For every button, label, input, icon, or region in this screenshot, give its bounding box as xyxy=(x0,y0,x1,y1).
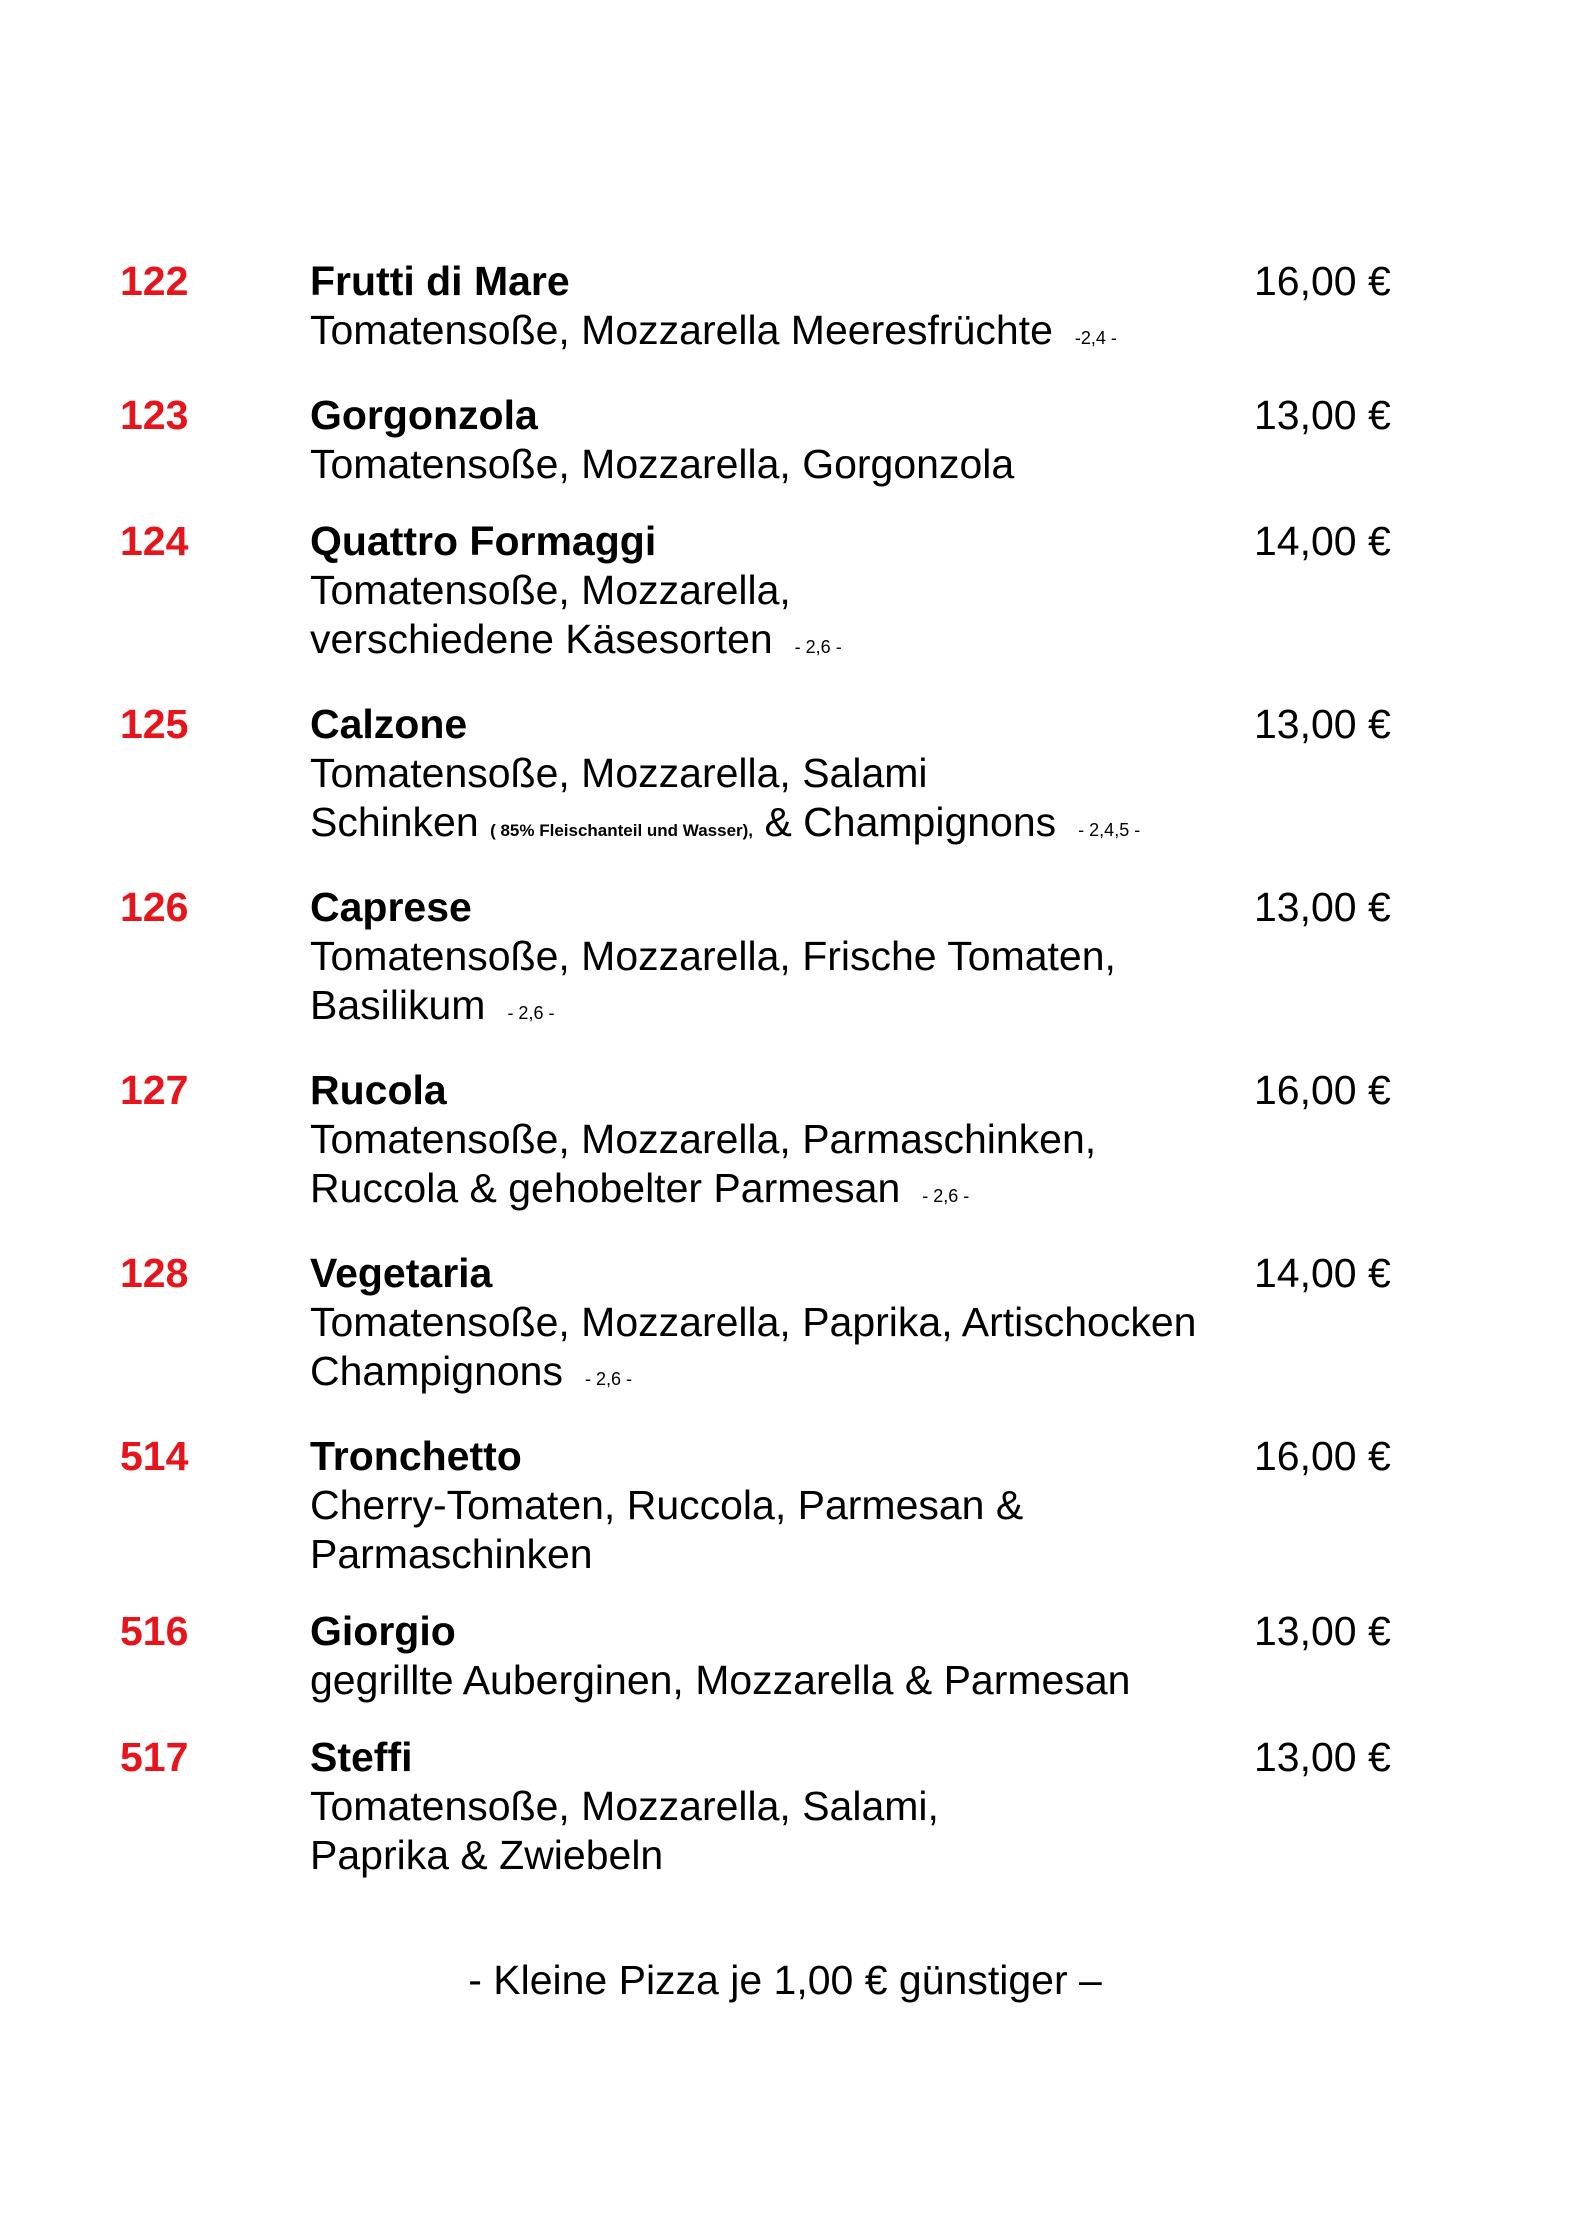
item-price: 16,00 € xyxy=(1254,1067,1391,1113)
item-description-text: Tomatensoße, Mozzarella, Parmaschinken, xyxy=(310,1116,1097,1162)
item-description-text: gegrillte Auberginen, Mozzarella & Parmesan xyxy=(310,1657,1131,1703)
item-name: Frutti di Mare xyxy=(310,258,570,304)
item-price: 14,00 € xyxy=(1254,1250,1391,1296)
item-description-line xyxy=(310,1164,1210,1221)
item-description-line xyxy=(310,1115,1210,1164)
item-price: 13,00 € xyxy=(1254,701,1391,747)
item-number: 122 xyxy=(120,258,189,304)
item-name: Calzone xyxy=(310,701,468,747)
item-description-text: Tomatensoße, Mozzarella, Gorgonzola xyxy=(310,441,1015,487)
item-description-line xyxy=(310,306,1210,363)
item-price: 13,00 € xyxy=(1254,1608,1391,1654)
item-price: 13,00 € xyxy=(1254,392,1391,438)
item-description-text: Tomatensoße, Mozzarella Meeresfrüchte xyxy=(310,307,1053,353)
item-description-line xyxy=(310,798,1210,855)
allergen-codes: - 2,6 - xyxy=(507,1003,555,1023)
item-description-text: Tomatensoße, Mozzarella, Frische Tomaten, xyxy=(310,933,1116,979)
item-price: 14,00 € xyxy=(1254,518,1391,564)
menu-item-514 xyxy=(120,1432,1400,1579)
item-name: Quattro Formaggi xyxy=(310,518,657,564)
item-number: 123 xyxy=(120,392,189,438)
menu-item-124 xyxy=(120,517,1400,672)
item-number: 127 xyxy=(120,1067,189,1113)
menu-item-125 xyxy=(120,700,1400,855)
item-description-line xyxy=(310,1656,1210,1705)
small-pizza-note: - Kleine Pizza je 1,00 € günstiger – xyxy=(468,1957,1102,2003)
item-number: 516 xyxy=(120,1608,189,1654)
item-name: Rucola xyxy=(310,1067,447,1113)
item-description-text: Basilikum xyxy=(310,982,486,1028)
item-description-text: Tomatensoße, Mozzarella, Paprika, Artischocken xyxy=(310,1299,1197,1345)
item-description-line xyxy=(310,1530,1210,1579)
menu-item-128 xyxy=(120,1249,1400,1404)
allergen-codes: - 2,6 - xyxy=(922,1186,970,1206)
menu-item-516 xyxy=(120,1607,1400,1705)
item-description-text: verschiedene Käsesorten xyxy=(310,616,773,662)
allergen-codes: -2,4 - xyxy=(1074,328,1117,348)
meat-content-note: ( 85% Fleischanteil und Wasser), xyxy=(490,821,754,840)
item-price: 16,00 € xyxy=(1254,1433,1391,1479)
item-description-line xyxy=(310,749,1210,798)
item-description-line xyxy=(310,1298,1210,1347)
menu-item-517 xyxy=(120,1733,1400,1880)
item-name: Giorgio xyxy=(310,1608,456,1654)
item-description-line xyxy=(310,932,1210,981)
item-price: 13,00 € xyxy=(1254,884,1391,930)
menu-item-127 xyxy=(120,1066,1400,1221)
item-description-line xyxy=(310,615,1210,672)
item-description-line xyxy=(310,981,1210,1038)
menu-item-123 xyxy=(120,391,1400,489)
item-number: 126 xyxy=(120,884,189,930)
menu-item-122 xyxy=(120,257,1400,363)
item-description-text: Schinken xyxy=(310,799,479,845)
item-number: 125 xyxy=(120,701,189,747)
item-description-line xyxy=(310,1481,1210,1530)
item-description-line xyxy=(310,1782,1210,1831)
item-description-line xyxy=(310,566,1210,615)
item-description-text: Tomatensoße, Mozzarella, xyxy=(310,567,791,613)
item-number: 514 xyxy=(120,1433,189,1479)
item-price: 16,00 € xyxy=(1254,258,1391,304)
pizza-menu-list xyxy=(120,257,1400,1908)
item-number: 128 xyxy=(120,1250,189,1296)
item-price: 13,00 € xyxy=(1254,1734,1391,1780)
item-number: 517 xyxy=(120,1734,189,1780)
item-description-text: Ruccola & gehobelter Parmesan xyxy=(310,1165,901,1211)
item-description-text: Tomatensoße, Mozzarella, Salami xyxy=(310,750,928,796)
allergen-codes: - 2,6 - xyxy=(585,1369,633,1389)
item-description-text: Tomatensoße, Mozzarella, Salami, xyxy=(310,1783,939,1829)
item-description-text: Champignons xyxy=(310,1348,563,1394)
item-name: Vegetaria xyxy=(310,1250,493,1296)
item-description-text: Parmaschinken xyxy=(310,1531,593,1577)
item-description-text: Cherry-Tomaten, Ruccola, Parmesan & xyxy=(310,1482,1024,1528)
menu-item-126 xyxy=(120,883,1400,1038)
allergen-codes: - 2,6 - xyxy=(794,637,842,657)
allergen-codes: - 2,4,5 - xyxy=(1078,820,1141,840)
item-name: Caprese xyxy=(310,884,472,930)
item-description-line xyxy=(310,1831,1210,1880)
item-description-line xyxy=(310,1347,1210,1404)
item-name: Gorgonzola xyxy=(310,392,538,438)
item-name: Tronchetto xyxy=(310,1433,522,1479)
item-description-line xyxy=(310,440,1210,489)
item-description-text: & Champignons xyxy=(764,799,1057,845)
item-description-text: Paprika & Zwiebeln xyxy=(310,1832,664,1878)
item-name: Steffi xyxy=(310,1734,413,1780)
item-number: 124 xyxy=(120,518,189,564)
